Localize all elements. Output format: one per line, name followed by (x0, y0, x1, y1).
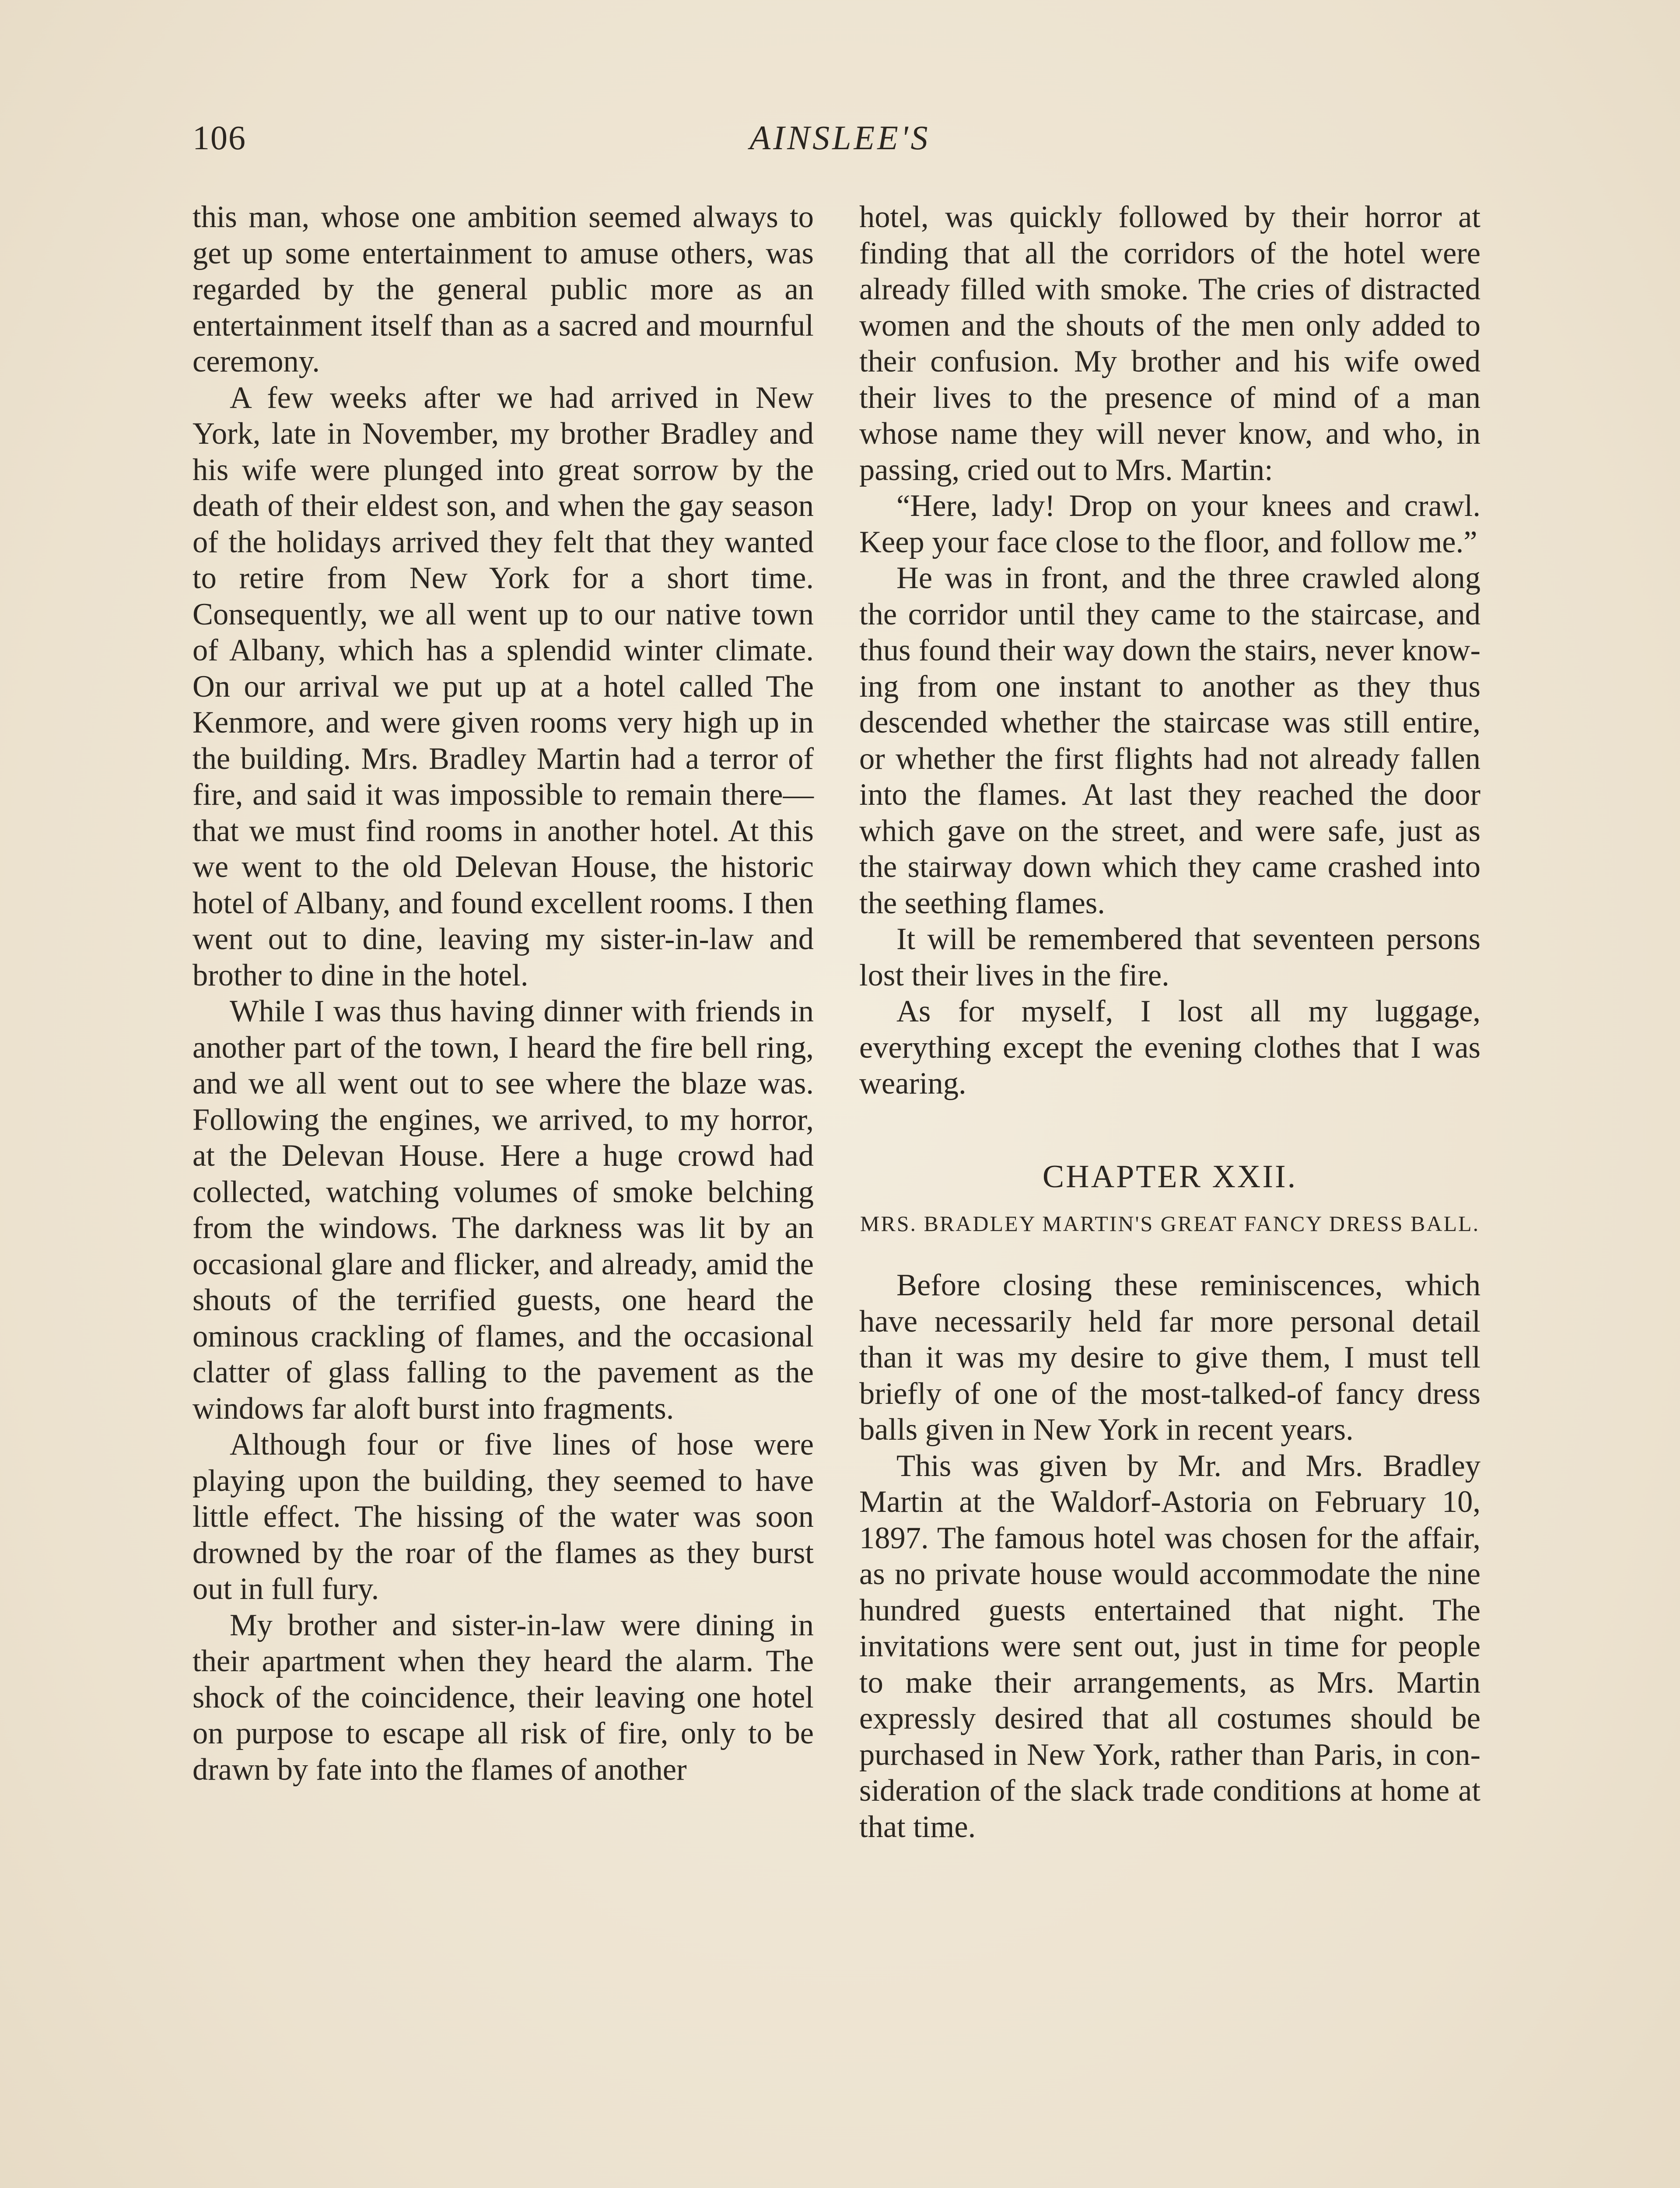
paragraph: This was given by Mr. and Mrs. Bradley Martin at the Waldorf-Astoria on February 10, 1897. The famous hotel was chosen for the affair, as no private house would accommodate the nine hundred guests entertained that night. The invitations were sent out, just in time for people to make their arrangements, as Mrs. Martin expressly desired that all costumes should be purchased in New York, rather than Paris, in consideration of the slack trade conditions at home at that time. (859, 1448, 1480, 1844)
paragraph: “Here, lady! Drop on your knees and crawl. Keep your face close to the floor, and follow me.” (859, 489, 1480, 559)
right-column (859, 199, 1480, 1845)
running-head: AINSLEE'S (749, 119, 931, 157)
paragraph: Although four or five lines of hose were playing upon the building, they seemed to have little effect. The hissing of the water was soon drowned by the roar of the flames as they burst out in full fury. (192, 1427, 814, 1606)
paragraph: Before closing these reminiscences, which have necessarily held far more personal detail than it was my desire to give them, I must tell briefly of one of the most-talked-of fancy dress balls given in New York in recent years. (859, 1268, 1480, 1447)
page-number: 106 (192, 119, 246, 157)
chapter-subtitle: MRS. BRADLEY MARTIN'S GREAT FANCY DRESS BALL. (860, 1211, 1480, 1236)
left-column (192, 199, 814, 1788)
paragraph: My brother and sister-in-law were dining in their apartment when they heard the alarm. The shock of the coincidence, their leaving one hotel on purpose to escape all risk of fire, only to be drawn by fate into the flames of another (192, 1608, 814, 1787)
chapter-heading: CHAPTER XXII. (1042, 1158, 1298, 1195)
paragraph: As for myself, I lost all my luggage, everything except the evening clothes that I was wearing. (859, 994, 1480, 1101)
paragraph: this man, whose one ambition seemed always to get up some entertainment to amuse others, was regarded by the general public more as an entertainment itself than as a sacred and mournful ceremony. (192, 200, 814, 379)
page-header (192, 118, 1488, 171)
paragraph: It will be remembered that seventeen persons lost their lives in the fire. (859, 922, 1480, 992)
paragraph: While I was thus having dinner with friends in another part of the town, I heard the fire bell ring, and we all went out to see where the blaze was. Following the engines, we arrived, to my horror, at the Delevan House. Here a huge crowd had collected, watching volumes of smoke belching from the windows. The darkness was lit by an occasional glare and flicker, and already, amid the shouts of the terrified guests, one heard the ominous crackling of flames, and the occasional clatter of glass falling to the pavement as the windows far aloft burst into fragments. (192, 994, 814, 1426)
paragraph: hotel, was quickly followed by their horror at finding that all the corridors of the hotel were already filled with smoke. The cries of distracted women and the shouts of the men only added to their confusion. My brother and his wife owed their lives to the presence of mind of a man whose name they will never know, and who, in passing, cried out to Mrs. Martin: (859, 200, 1480, 487)
paragraph: He was in front, and the three crawled along the corridor until they came to the staircase, and thus found their way down the stairs, never knowing from one instant to another as they thus descended whether the staircase was still entire, or whether the first flights had not already fallen into the flames. At last they reached the door which gave on the street, and were safe, just as the stairway down which they came crashed into the seething flames. (859, 561, 1480, 920)
paragraph: A few weeks after we had arrived in New York, late in November, my brother Bradley and his wife were plunged into great sorrow by the death of their eldest son, and when the gay season of the holidays arrived they felt that they wanted to retire from New York for a short time. Consequently, we all went up to our native town of Albany, which has a splendid winter climate. On our arrival we put up at a hotel called The Kenmore, and were given rooms very high up in the building. Mrs. Bradley Martin had a terror of fire, and said it was impossible to remain there—that we must find rooms in another hotel. At this we went to the old Delevan House, the historic hotel of Albany, and found excellent rooms. I then went out to dine, leaving my sister-in-law and brother to dine in the hotel. (192, 380, 814, 992)
